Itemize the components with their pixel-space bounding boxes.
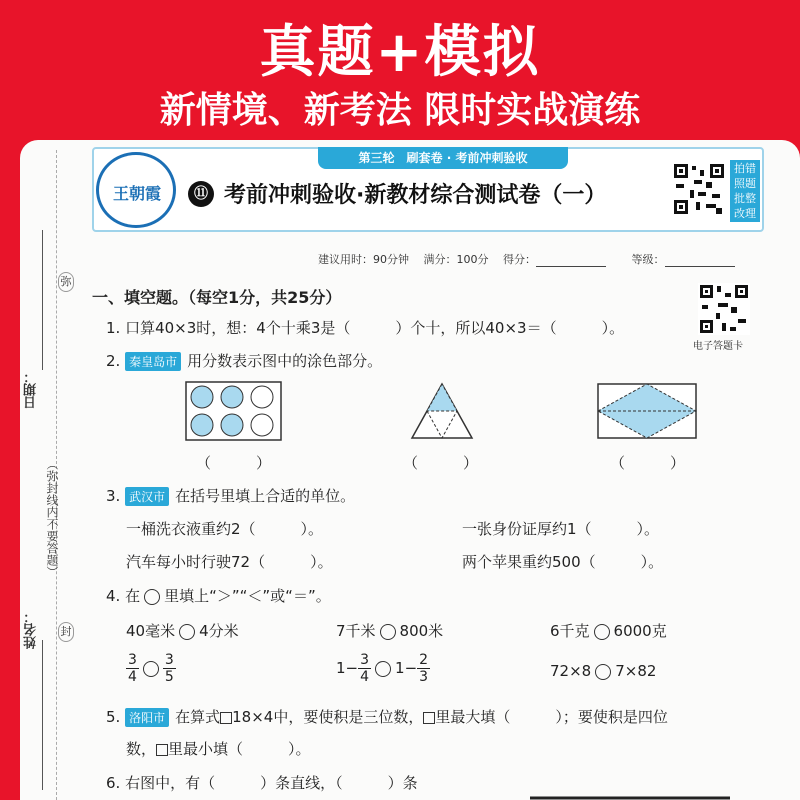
circle-shaded <box>221 414 243 436</box>
q4-left-6: 72×8 <box>550 662 592 680</box>
whole-minus: 1− <box>395 659 418 677</box>
q4-compare-5 <box>336 652 430 685</box>
seal-note-text: （弥封线内不要答题） <box>45 458 59 578</box>
fraction <box>417 652 430 685</box>
seal-note <box>39 458 59 578</box>
compare-circle[interactable] <box>375 661 391 677</box>
question-3 <box>106 485 355 506</box>
compare-circle[interactable] <box>143 661 159 677</box>
section-title: 一、填空题。（每空1分，共25分） <box>92 288 342 307</box>
date-label-text: 日期： <box>24 370 39 409</box>
city-tag-wuhan: 武汉市 <box>125 487 169 506</box>
square-placeholder-icon <box>156 744 168 756</box>
q2-figures <box>180 380 700 445</box>
promo-banner <box>0 0 800 150</box>
q5-line2-b: 里最小填（ ）。 <box>168 740 311 758</box>
q3-item-1: 一桶洗衣液重约2（ ）。 <box>126 520 324 538</box>
fraction <box>358 652 371 685</box>
question-2-text: 用分数表示图中的涂色部分。 <box>187 352 383 370</box>
question-6: 6. 右图中，有（ ）条直线，（ ）条 <box>106 774 418 792</box>
q6-figure <box>520 790 740 800</box>
frac-den: 3 <box>419 669 429 685</box>
q4-left-1: 40毫米 <box>126 622 176 640</box>
q4-right-2: 800米 <box>399 622 444 640</box>
q4-right-3: 6000克 <box>613 622 667 640</box>
question-2-number: 2. <box>106 352 121 370</box>
triangle-shaded-part <box>427 384 457 411</box>
circle-shaded <box>191 386 213 408</box>
paper-number-badge: ⑪ <box>188 181 214 207</box>
square-placeholder-icon <box>220 712 232 724</box>
question-4-prefix: 4. 在 <box>106 587 141 605</box>
q4-left-2: 7千米 <box>336 622 376 640</box>
name-line <box>42 640 43 790</box>
qr-side-label: 拍错照题批整改理 <box>730 160 760 222</box>
logo-text: 王朝霞 <box>112 184 161 203</box>
grade-blank[interactable] <box>665 255 735 267</box>
q4-compare-3 <box>550 620 667 641</box>
score-label: 得分： <box>503 253 536 266</box>
frac-den: 5 <box>164 669 174 685</box>
full-score-label: 满分：100分 <box>423 253 489 266</box>
q4-compare-1 <box>126 620 239 641</box>
q2-answer-1[interactable]: （ ） <box>196 454 272 472</box>
question-5-number: 5. <box>106 708 121 726</box>
frac-den: 4 <box>128 669 137 685</box>
grade-label: 等级： <box>631 253 665 266</box>
q2-answer-2[interactable]: （ ） <box>403 454 479 472</box>
frac-num: 3 <box>164 652 174 668</box>
banner-title: 真题+模拟 <box>259 20 541 85</box>
city-tag-luoyang: 洛阳市 <box>125 708 169 727</box>
q5-text-c: 里最大填（ ）；要使积是四位 <box>435 708 668 726</box>
name-label-text: 姓名： <box>24 610 39 649</box>
whole-minus: 1− <box>336 659 359 677</box>
date-line <box>42 230 43 370</box>
circle-shaded <box>221 386 243 408</box>
circle-placeholder-icon <box>144 589 160 605</box>
banner-subtitle: 新情境、新考法 限时实战演练 <box>159 90 641 131</box>
q3-item-4: 两个苹果重约500（ ）。 <box>462 553 664 571</box>
seal-mark-top: 弥 <box>58 272 74 292</box>
q4-compare-2 <box>336 620 443 641</box>
question-4 <box>106 585 331 606</box>
answer-sheet-label: 电子答题卡 <box>693 341 743 352</box>
fraction <box>126 652 139 685</box>
q4-compare-4 <box>126 652 176 685</box>
question-1: 1. 口算40×3时，想：4个十乘3是（ ）个十，所以40×3＝（ ）。 <box>106 319 625 337</box>
circle-empty <box>251 386 273 408</box>
exam-info-line <box>318 251 735 267</box>
question-3-text: 在括号里填上合适的单位。 <box>175 487 356 505</box>
q5-text-a: 在算式 <box>175 708 221 726</box>
question-3-number: 3. <box>106 487 121 505</box>
score-blank[interactable] <box>536 255 606 267</box>
circle-empty <box>251 414 273 436</box>
q4-compare-6 <box>550 662 656 680</box>
q4-right-6: 7×82 <box>615 662 657 680</box>
compare-circle[interactable] <box>595 664 611 680</box>
qr-code-icon[interactable] <box>672 162 726 216</box>
time-label: 建议用时：90分钟 <box>318 253 409 266</box>
q2-answer-3[interactable]: （ ） <box>610 454 686 472</box>
frac-den: 4 <box>360 669 370 685</box>
date-label <box>22 370 42 409</box>
city-tag-qinhuangdao: 秦皇岛市 <box>125 352 181 371</box>
seal-mark-bottom: 封 <box>58 622 74 642</box>
q5-line2-a: 数， <box>126 740 157 758</box>
compare-circle[interactable] <box>594 624 610 640</box>
question-5 <box>106 706 668 727</box>
frac-num: 2 <box>419 652 429 668</box>
question-2 <box>106 350 382 371</box>
frac-num: 3 <box>360 652 370 668</box>
circle-shaded <box>191 414 213 436</box>
q4-left-3: 6千克 <box>550 622 590 640</box>
q3-item-3: 汽车每小时行驶72（ ）。 <box>126 553 333 571</box>
compare-circle[interactable] <box>380 624 396 640</box>
question-5-line-2 <box>126 738 311 759</box>
fraction <box>163 652 176 685</box>
round-tag: 第三轮 刷套卷 · 考前冲刺验收 <box>318 147 568 169</box>
brand-logo <box>96 152 176 228</box>
q5-text-b: 18×4中，要使积是三位数， <box>232 708 424 726</box>
q4-right-1: 4分米 <box>199 622 239 640</box>
frac-num: 3 <box>128 652 137 668</box>
paper-title: 考前冲刺验收·新教材综合测试卷（一） <box>224 183 607 208</box>
answer-sheet-qr-icon[interactable] <box>698 283 750 335</box>
compare-circle[interactable] <box>179 624 195 640</box>
q3-item-2: 一张身份证厚约1（ ）。 <box>462 520 660 538</box>
name-label <box>22 610 42 649</box>
square-placeholder-icon <box>423 712 435 724</box>
question-4-suffix: 里填上“＞”“＜”或“＝”。 <box>164 587 331 605</box>
